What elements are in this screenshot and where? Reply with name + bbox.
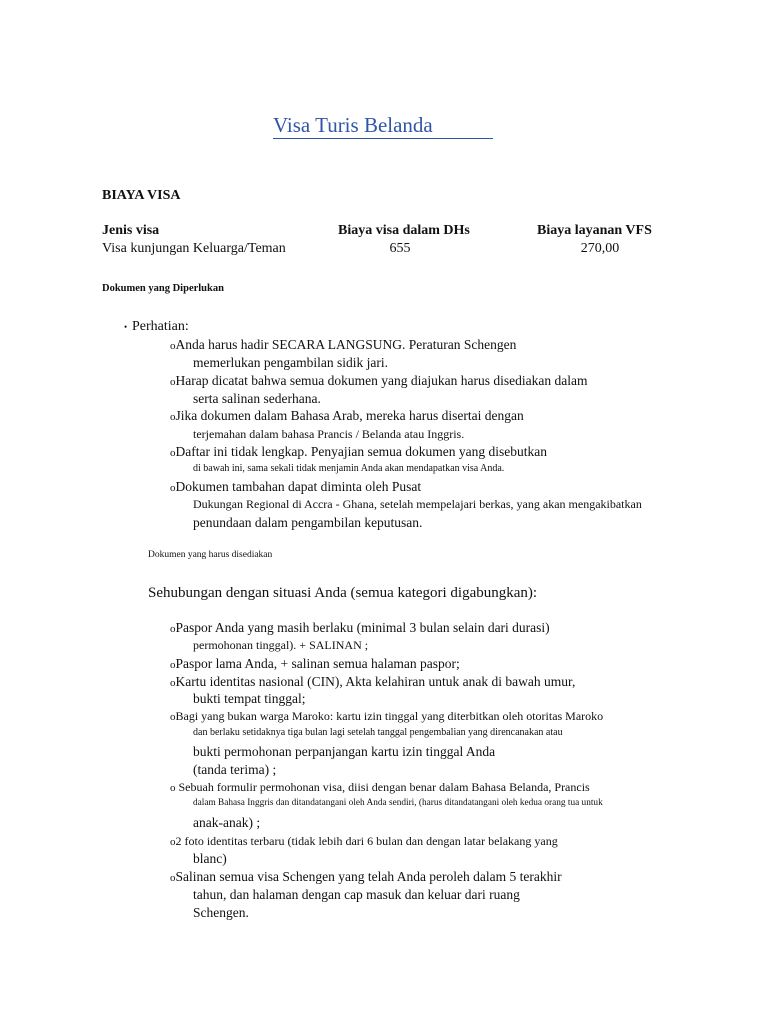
attention-item-1-cont: memerlukan pengambilan sidik jari. bbox=[193, 355, 388, 370]
attention-label: Perhatian: bbox=[132, 319, 189, 334]
circle-bullet-icon: o bbox=[170, 623, 176, 635]
fee-col-visa-fee: Biaya visa dalam DHs bbox=[338, 223, 470, 238]
fee-cell-visa-type: Visa kunjungan Keluarga/Teman bbox=[102, 241, 286, 256]
bullet-icon: • bbox=[124, 322, 128, 332]
page-title: Visa Turis Belanda bbox=[273, 112, 493, 139]
requirement-7: oSalinan semua visa Schengen yang telah Anda peroleh dalam 5 terakhir bbox=[170, 869, 562, 884]
requirement-2: oPaspor lama Anda, + salinan semua halaman paspor; bbox=[170, 656, 460, 671]
requirement-1: oPaspor Anda yang masih berlaku (minimal 3 bulan selain dari durasi) bbox=[170, 620, 550, 635]
circle-bullet-icon: o bbox=[170, 782, 176, 794]
provided-heading: Dokumen yang harus disediakan bbox=[148, 550, 273, 560]
requirement-5-cont: dalam Bahasa Inggris dan ditandatangani oleh Anda sendiri, (harus ditandatangani oleh kedua orang tua untuk bbox=[193, 798, 603, 808]
attention-item-4: oDaftar ini tidak lengkap. Penyajian semua dokumen yang disebutkan bbox=[170, 444, 548, 459]
attention-item-3-cont: terjemahan dalam bahasa Prancis / Belanda atau Inggris. bbox=[193, 427, 465, 441]
requirement-5: o Sebuah formulir permohonan visa, diisi dengan benar dalam Bahasa Belanda, Prancis bbox=[170, 780, 590, 794]
circle-bullet-icon: o bbox=[170, 711, 176, 723]
requirement-7-cont: tahun, dan halaman dengan cap masuk dan keluar dari ruang bbox=[193, 887, 520, 902]
fee-cell-service-fee: 270,00 bbox=[580, 241, 620, 256]
requirement-4-cont2: bukti permohonan perpanjangan kartu izin tinggal Anda bbox=[193, 744, 496, 759]
fee-col-visa-type: Jenis visa bbox=[102, 223, 160, 238]
fee-cell-visa-fee: 655 bbox=[389, 241, 411, 256]
requirement-4: oBagi yang bukan warga Maroko: kartu izin tinggal yang diterbitkan oleh otoritas Maroko bbox=[170, 709, 604, 723]
attention-item-4-cont: di bawah ini, sama sekali tidak menjamin Anda akan mendapatkan visa Anda. bbox=[193, 463, 505, 474]
attention-item-2: oHarap dicatat bahwa semua dokumen yang diajukan harus disediakan dalam bbox=[170, 373, 588, 388]
fee-col-service-fee: Biaya layanan VFS bbox=[537, 223, 652, 238]
docs-heading: Dokumen yang Diperlukan bbox=[102, 283, 224, 294]
circle-bullet-icon: o bbox=[170, 340, 176, 352]
situation-intro: Sehubungan dengan situasi Anda (semua kategori digabungkan): bbox=[148, 585, 538, 601]
requirement-5-cont2: anak-anak) ; bbox=[193, 815, 261, 830]
requirement-4-cont: dan berlaku setidaknya tiga bulan lagi setelah tanggal pengembalian yang direncanakan atau bbox=[193, 727, 563, 738]
circle-bullet-icon: o bbox=[170, 482, 176, 494]
requirement-4-cont3: (tanda terima) ; bbox=[193, 762, 277, 777]
circle-bullet-icon: o bbox=[170, 659, 176, 671]
attention-item-5: oDokumen tambahan dapat diminta oleh Pusat bbox=[170, 479, 422, 494]
attention-item-3: oJika dokumen dalam Bahasa Arab, mereka harus disertai dengan bbox=[170, 408, 524, 423]
circle-bullet-icon: o bbox=[170, 411, 176, 423]
circle-bullet-icon: o bbox=[170, 677, 176, 689]
circle-bullet-icon: o bbox=[170, 376, 176, 388]
attention-line bbox=[124, 319, 189, 335]
attention-item-1: oAnda harus hadir SECARA LANGSUNG. Peraturan Schengen bbox=[170, 337, 517, 352]
requirement-1-cont: permohonan tinggal). + SALINAN ; bbox=[193, 638, 369, 652]
attention-item-5-cont2: penundaan dalam pengambilan keputusan. bbox=[193, 515, 423, 530]
requirement-6-cont: blanc) bbox=[193, 851, 227, 866]
fee-heading: BIAYA VISA bbox=[102, 188, 181, 203]
circle-bullet-icon: o bbox=[170, 447, 176, 459]
attention-item-2-cont: serta salinan sederhana. bbox=[193, 391, 321, 406]
circle-bullet-icon: o bbox=[170, 836, 176, 848]
requirement-3-cont: bukti tempat tinggal; bbox=[193, 691, 306, 706]
requirement-3: oKartu identitas nasional (CIN), Akta kelahiran untuk anak di bawah umur, bbox=[170, 674, 576, 689]
requirement-6: o2 foto identitas terbaru (tidak lebih dari 6 bulan dan dengan latar belakang yang bbox=[170, 834, 558, 848]
attention-item-5-cont: Dukungan Regional di Accra - Ghana, setelah mempelajari berkas, yang akan mengakibatkan bbox=[193, 497, 642, 511]
requirement-7-cont2: Schengen. bbox=[193, 905, 249, 920]
circle-bullet-icon: o bbox=[170, 872, 176, 884]
